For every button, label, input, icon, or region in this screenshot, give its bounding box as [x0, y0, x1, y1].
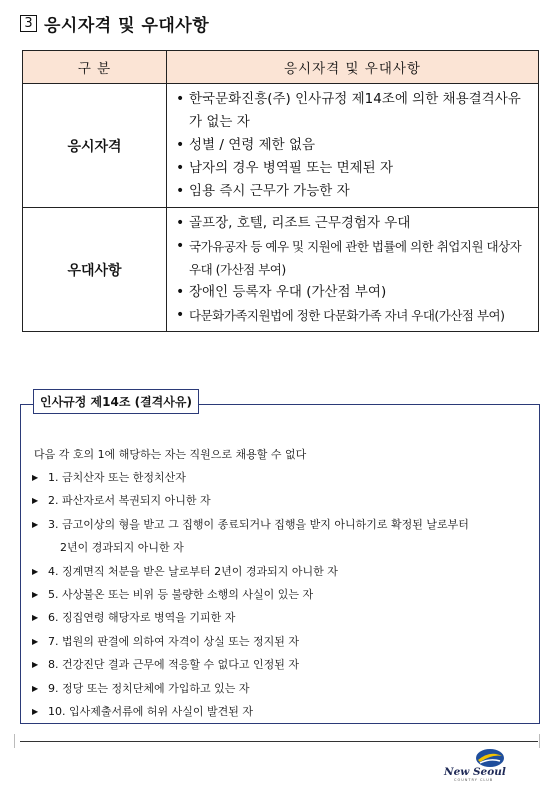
rule-item: ▶ 5. 사상불온 또는 비위 등 불량한 소행의 사실이 있는 자 [30, 583, 535, 606]
rule-item: ▶ 6. 징집연령 해당자로 병역을 기피한 자 [30, 606, 535, 629]
row-label-qualification: 응시자격 [23, 84, 167, 208]
list-item: • 골프장, 호텔, 리조트 근무경험자 우대 [175, 212, 532, 235]
logo-text: New Seoul [444, 766, 506, 778]
page-corner-mark [539, 734, 548, 748]
header-category: 구 분 [23, 51, 167, 84]
rule-item: ▶ 7. 법원의 판결에 의하여 자격이 상실 또는 정지된 자 [30, 630, 535, 653]
list-item: • 국가유공자 등 예우 및 지원에 관한 법률에 의한 취업지원 대상자 우대 (가산점 부여) [175, 235, 532, 281]
rule-item: ▶ 4. 징계면직 처분을 받은 날로부터 2년이 경과되지 아니한 자 [30, 560, 535, 583]
rules-list [30, 466, 535, 723]
footer-divider [20, 741, 538, 742]
section-heading [20, 12, 209, 34]
rules-title: 인사규정 제14조 (결격사유) [33, 389, 199, 414]
rule-item: ▶ 9. 정당 또는 정치단체에 가입하고 있는 자 [30, 677, 535, 700]
rule-item: ▶ 10. 입사제출서류에 허위 사실이 발견된 자 [30, 700, 535, 723]
section-title: 응시자격 및 우대사항 [44, 15, 210, 36]
rule-item: ▶ 8. 건강진단 결과 근무에 적응할 수 없다고 인정된 자 [30, 653, 535, 676]
section-number: 3 [20, 15, 37, 32]
table-row-qualification [23, 84, 539, 208]
triangle-bullet-icon: ▶ [32, 473, 39, 482]
triangle-bullet-icon: ▶ [32, 707, 39, 717]
table-header-row [23, 51, 539, 84]
list-item: • 임용 즉시 근무가 가능한 자 [175, 180, 532, 203]
list-item: • 한국문화진흥(주) 인사규정 제14조에 의한 채용결격사유가 없는 자 [175, 88, 532, 134]
triangle-bullet-icon: ▶ [32, 660, 39, 670]
page-corner-mark [6, 734, 15, 748]
header-content: 응시자격 및 우대사항 [167, 51, 539, 84]
rule-item: ▶ 2. 파산자로서 복권되지 아니한 자 [30, 489, 535, 512]
row-label-preference: 우대사항 [23, 208, 167, 332]
rules-intro: 다음 각 호의 1에 해당하는 자는 직원으로 채용할 수 없다 [34, 448, 307, 461]
row-content-preference [167, 208, 539, 332]
list-item: • 장애인 등록자 우대 (가산점 부여) [175, 281, 532, 304]
list-item: • 다문화가족지원법에 정한 다문화가족 자녀 우대(가산점 부여) [175, 304, 532, 327]
row-content-qualification [167, 84, 539, 208]
new-seoul-logo [440, 748, 540, 784]
list-item: • 남자의 경우 병역필 또는 면제된 자 [175, 157, 532, 180]
triangle-bullet-icon: ▶ [32, 590, 39, 600]
triangle-bullet-icon: ▶ [32, 496, 39, 506]
logo-subtext: COUNTRY CLUB [454, 778, 494, 782]
list-item: • 성별 / 연령 제한 없음 [175, 134, 532, 157]
triangle-bullet-icon: ▶ [32, 566, 39, 576]
table-row-preference [23, 208, 539, 332]
rule-item: ▶ 3. 금고이상의 형을 받고 그 집행이 종료되거나 집행을 받지 아니하기로 확정된 날로부터 2년이 경과되지 아니한 자 [30, 513, 535, 560]
triangle-bullet-icon: ▶ [32, 613, 39, 623]
rule-item: ▶ 1. 금치산자 또는 한정치산자 [30, 466, 535, 489]
triangle-bullet-icon: ▶ [32, 683, 39, 693]
qualification-table [22, 50, 539, 332]
triangle-bullet-icon: ▶ [32, 636, 39, 646]
triangle-bullet-icon: ▶ [32, 519, 39, 529]
